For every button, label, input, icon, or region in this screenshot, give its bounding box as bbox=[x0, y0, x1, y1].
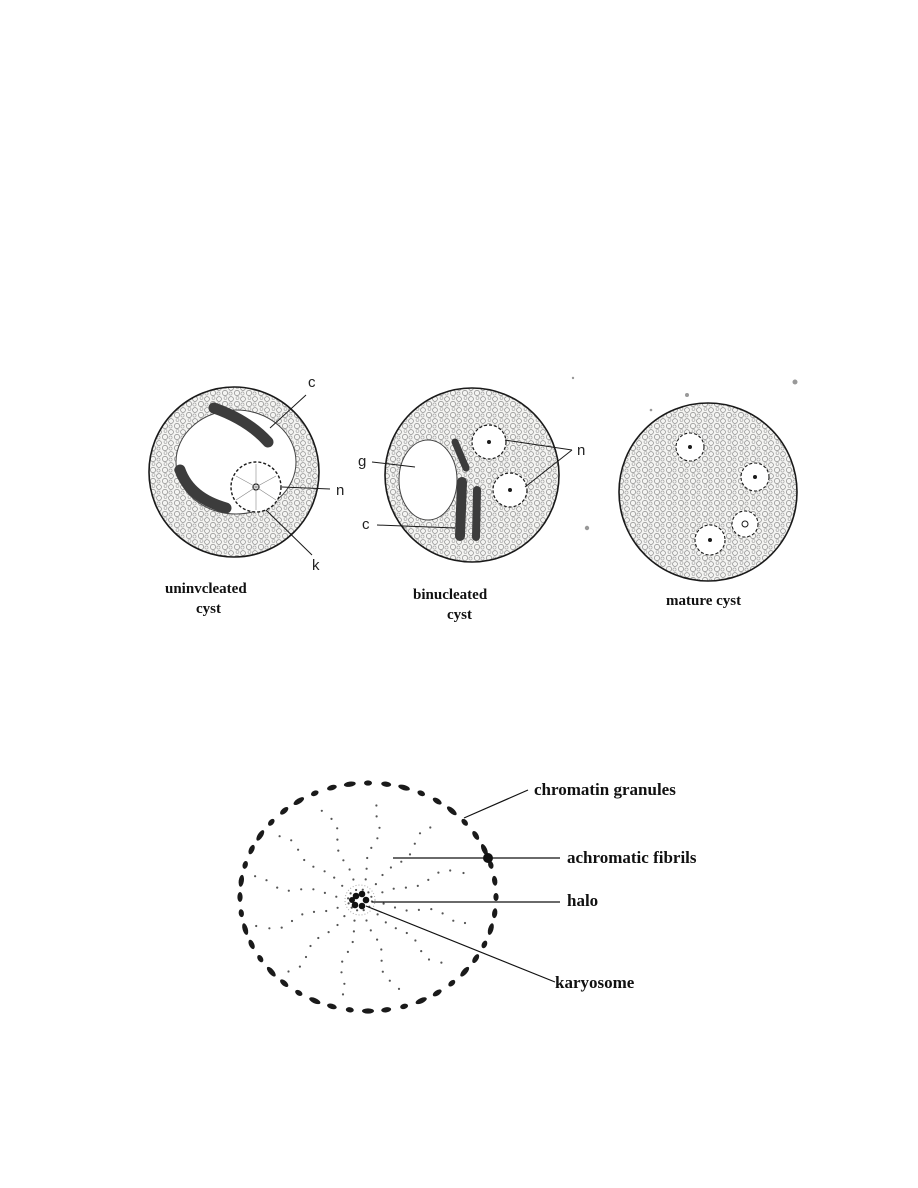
chromatin-granule bbox=[345, 1007, 354, 1013]
fibril-dot bbox=[355, 889, 357, 891]
chromatin-granule bbox=[267, 818, 276, 827]
fibril-dot bbox=[330, 818, 332, 820]
chromatin-granule bbox=[381, 781, 392, 788]
fibril-dot bbox=[288, 890, 290, 892]
fibril-dot bbox=[337, 907, 339, 909]
fibril-dot bbox=[265, 879, 267, 881]
cyst-caption: cyst bbox=[196, 601, 221, 617]
chromatoid-body bbox=[476, 490, 477, 537]
label-g: g bbox=[358, 453, 367, 470]
fibril-dot bbox=[333, 877, 335, 879]
cyst-caption: cyst bbox=[447, 607, 472, 623]
chromatin-granule bbox=[343, 781, 356, 788]
fibril-dot bbox=[353, 920, 355, 922]
chromatin-granule bbox=[294, 989, 304, 998]
fibril-dot bbox=[347, 897, 349, 899]
fibril-dot bbox=[299, 966, 301, 968]
nucleus bbox=[732, 511, 758, 537]
chromatin-granule bbox=[381, 1007, 392, 1014]
fibril-dot bbox=[390, 866, 392, 868]
chromatin-granule bbox=[447, 979, 456, 988]
chromatin-granule bbox=[432, 988, 443, 998]
fibril-dot bbox=[300, 888, 302, 890]
nucleus bbox=[231, 462, 281, 512]
fibril-dot bbox=[377, 913, 379, 915]
fibril-dot bbox=[268, 927, 270, 929]
uninucleated-cyst bbox=[149, 374, 344, 617]
fibril-dot bbox=[389, 980, 391, 982]
achromatic-fibrils bbox=[254, 804, 466, 995]
cyst-caption: mature cyst bbox=[666, 593, 742, 609]
label-c: c bbox=[362, 516, 370, 533]
fibril-dot bbox=[324, 870, 326, 872]
fibril-dot bbox=[420, 950, 422, 952]
fibril-dot bbox=[312, 866, 314, 868]
chromatin-granule bbox=[237, 892, 242, 902]
chromatoid-body bbox=[460, 482, 462, 536]
fibril-dot bbox=[325, 910, 327, 912]
chromatin-granule bbox=[491, 875, 498, 886]
fibril-dot bbox=[376, 837, 378, 839]
chromatin-granule bbox=[242, 860, 249, 869]
fibril-dot bbox=[452, 920, 454, 922]
fibril-dot bbox=[383, 903, 385, 905]
fibril-dot bbox=[305, 956, 307, 958]
fibril-dot bbox=[313, 911, 315, 913]
fibril-dot bbox=[317, 937, 319, 939]
label-k: k bbox=[312, 557, 320, 574]
fibril-dot bbox=[417, 885, 419, 887]
chromatin-granule bbox=[432, 796, 443, 806]
chromatin-granule bbox=[459, 965, 471, 977]
fibril-dot bbox=[418, 909, 420, 911]
cyst-caption: uninvcleated bbox=[165, 581, 247, 597]
label-achromatic-fibrils: achromatic fibrils bbox=[567, 848, 697, 867]
label-n: n bbox=[577, 442, 586, 459]
chromatin-granule bbox=[364, 780, 372, 785]
fibril-dot bbox=[309, 945, 311, 947]
fibril-dot bbox=[279, 835, 281, 837]
mature-cyst bbox=[619, 403, 797, 609]
fibril-dot bbox=[341, 885, 343, 887]
fibril-dot bbox=[370, 847, 372, 849]
chromatin-granule bbox=[487, 923, 495, 936]
chromatin-granule bbox=[279, 806, 290, 816]
fibril-dot bbox=[394, 906, 396, 908]
fibril-dot bbox=[287, 970, 289, 972]
fibril-dot bbox=[437, 872, 439, 874]
fibril-dot bbox=[324, 892, 326, 894]
fibril-dot bbox=[442, 912, 444, 914]
fibril-dot bbox=[375, 804, 377, 806]
fibril-dot bbox=[400, 861, 402, 863]
fibril-dot bbox=[430, 908, 432, 910]
fibril-dot bbox=[349, 868, 351, 870]
fibril-dot bbox=[335, 896, 337, 898]
chromatin-granule bbox=[471, 953, 481, 964]
fibril-dot bbox=[352, 878, 354, 880]
fibril-dot bbox=[365, 878, 367, 880]
fibril-dot bbox=[385, 921, 387, 923]
fibril-dot bbox=[462, 872, 464, 874]
nucleus bbox=[472, 425, 506, 459]
chromatin-granule bbox=[398, 783, 411, 791]
fibril-dot bbox=[409, 853, 411, 855]
label-halo: halo bbox=[567, 891, 599, 910]
fibril-dot bbox=[321, 810, 323, 812]
fibril-dot bbox=[291, 920, 293, 922]
chromatin-granule bbox=[446, 805, 458, 817]
fibril-dot bbox=[353, 930, 355, 932]
fibril-dot bbox=[290, 839, 292, 841]
fibril-dot bbox=[352, 941, 354, 943]
fibril-dot bbox=[342, 859, 344, 861]
fibril-dot bbox=[398, 988, 400, 990]
fibril-dot bbox=[464, 922, 466, 924]
fibril-dot bbox=[419, 832, 421, 834]
fibril-dot bbox=[281, 927, 283, 929]
fibril-dot bbox=[336, 827, 338, 829]
label-n: n bbox=[336, 482, 345, 499]
chromatin-granule bbox=[310, 789, 319, 797]
label-chromatin-granules: chromatin granules bbox=[534, 780, 676, 799]
fibril-dot bbox=[406, 909, 408, 911]
chromatin-granule bbox=[471, 830, 481, 841]
chromatin-granule bbox=[326, 1002, 337, 1010]
label-c: c bbox=[308, 374, 316, 391]
fibril-dot bbox=[254, 875, 256, 877]
fibril-dot bbox=[362, 889, 364, 891]
fibril-dot bbox=[343, 915, 345, 917]
fibril-dot bbox=[347, 951, 349, 953]
fibril-dot bbox=[376, 815, 378, 817]
nucleus bbox=[676, 433, 704, 461]
fibril-dot bbox=[370, 929, 372, 931]
fibril-dot bbox=[337, 850, 339, 852]
fibril-dot bbox=[312, 888, 314, 890]
fibril-dot bbox=[381, 891, 383, 893]
chromatin-granule bbox=[480, 940, 488, 949]
fibril-dot bbox=[356, 909, 358, 911]
chromatin-granule bbox=[493, 893, 498, 901]
chromatin-granule bbox=[247, 939, 256, 950]
fibril-dot bbox=[414, 843, 416, 845]
chromatin-granule bbox=[491, 908, 498, 919]
chromatin-granule bbox=[400, 1003, 409, 1010]
fibril-dot bbox=[350, 892, 352, 894]
chromatin-granule bbox=[256, 954, 265, 964]
chromatin-granule bbox=[238, 874, 245, 887]
fibril-dot bbox=[378, 827, 380, 829]
chromatin-granule bbox=[279, 978, 290, 988]
fibril-dot bbox=[301, 913, 303, 915]
fibril-dot bbox=[449, 869, 451, 871]
glycogen-vacuole bbox=[399, 440, 457, 520]
chromatin-granule bbox=[255, 829, 266, 842]
chromatin-granule bbox=[460, 818, 469, 827]
nucleus-detail bbox=[237, 780, 697, 1014]
fibril-dot bbox=[375, 883, 377, 885]
fibril-dot bbox=[405, 887, 407, 889]
fibril-dot bbox=[297, 849, 299, 851]
chromatin-granule bbox=[241, 923, 249, 936]
fibril-dot bbox=[303, 859, 305, 861]
fibril-dot bbox=[429, 826, 431, 828]
fibril-dot bbox=[428, 958, 430, 960]
fibril-dot bbox=[414, 939, 416, 941]
label-karyosome: karyosome bbox=[555, 973, 635, 992]
chromatin-granule bbox=[416, 789, 425, 797]
fibril-dot bbox=[381, 874, 383, 876]
fibril-dot bbox=[328, 931, 330, 933]
chromatin-granule bbox=[308, 996, 321, 1006]
chromatin-ring bbox=[237, 780, 498, 1013]
nucleus bbox=[695, 525, 725, 555]
fibril-dot bbox=[427, 879, 429, 881]
fibril-dot bbox=[381, 960, 383, 962]
fibril-dot bbox=[276, 887, 278, 889]
fibril-dot bbox=[343, 983, 345, 985]
chromatin-granule bbox=[238, 909, 244, 918]
chromatin-granule bbox=[326, 784, 337, 792]
nucleus bbox=[741, 463, 769, 491]
fibril-dot bbox=[336, 839, 338, 841]
cyst-caption: binucleated bbox=[413, 587, 488, 603]
fibril-dot bbox=[366, 868, 368, 870]
fibril-dot bbox=[395, 927, 397, 929]
fibril-dot bbox=[376, 939, 378, 941]
chromatin-granule bbox=[247, 844, 256, 855]
fibril-dot bbox=[342, 993, 344, 995]
fibril-dot bbox=[348, 902, 350, 904]
fibril-dot bbox=[340, 971, 342, 973]
chromatin-granule bbox=[415, 996, 428, 1006]
leader-lines bbox=[366, 790, 560, 982]
marked-granule bbox=[483, 853, 493, 863]
nucleus bbox=[493, 473, 527, 507]
fibril-dot bbox=[406, 932, 408, 934]
chromatin-granule bbox=[265, 965, 277, 977]
fibril-dot bbox=[393, 888, 395, 890]
fibril-dot bbox=[370, 896, 372, 898]
fibril-dot bbox=[380, 948, 382, 950]
fibril-dot bbox=[255, 925, 257, 927]
fibril-dot bbox=[363, 909, 365, 911]
fibril-dot bbox=[367, 891, 369, 893]
chromatin-granule bbox=[292, 796, 305, 807]
fibril-dot bbox=[366, 857, 368, 859]
fibril-dot bbox=[365, 919, 367, 921]
chromatin-granule bbox=[362, 1008, 374, 1013]
fibril-dot bbox=[440, 962, 442, 964]
fibril-dot bbox=[336, 924, 338, 926]
fibril-dot bbox=[341, 961, 343, 963]
binucleated-cyst bbox=[358, 388, 585, 623]
fibril-dot bbox=[382, 971, 384, 973]
